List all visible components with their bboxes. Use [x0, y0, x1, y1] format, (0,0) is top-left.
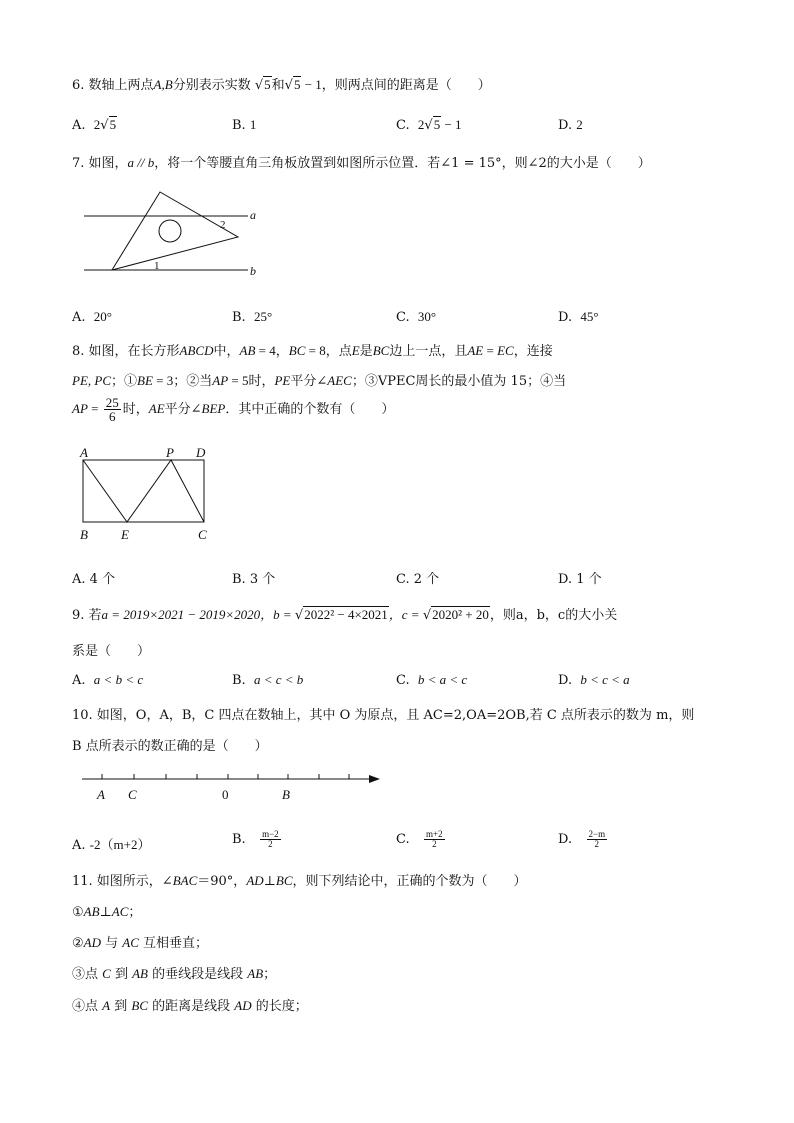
origin-label: 0 — [222, 787, 229, 802]
point-b-label: B — [282, 787, 290, 802]
sqrt-5: √5 — [254, 77, 271, 93]
q8-option-d[interactable]: D. 1 个 — [558, 572, 602, 587]
q9-option-d[interactable]: D. b < c < a — [558, 672, 630, 688]
parallel-lines: a // b — [127, 155, 155, 170]
q6-text: 6. 数轴上两点 — [72, 78, 154, 93]
q7-option-d[interactable]: D. 45° — [558, 309, 599, 325]
question-10-line2: B 点所表示的数正确的是（ ） — [72, 739, 268, 754]
q11-statement-4: ④点 A 到 BC 的距离是线段 AD 的长度； — [72, 998, 308, 1014]
q6-option-d[interactable]: D. 2 — [558, 117, 583, 133]
point-a-label: A — [97, 787, 105, 802]
q7-option-a[interactable]: A. 20° — [72, 309, 112, 325]
q6-option-a[interactable]: A. 2√5 — [72, 117, 117, 133]
q11-statement-3: ③点 C 到 AB 的垂线段是线段 AB； — [72, 966, 277, 982]
segments-ae-ep-pc — [83, 460, 204, 522]
point-e-label: E — [121, 527, 129, 542]
rectangle-abcd — [83, 460, 204, 522]
q10-option-a[interactable]: A. -2（m+2） — [72, 837, 151, 853]
axis-arrow — [369, 775, 380, 783]
question-8-line2: PE, PC；①BE = 3；②当AP = 5时，PE平分∠AEC；③VPEC周长的最小值为 15；④当 — [72, 373, 567, 389]
vertex-c-label: C — [198, 527, 207, 542]
q10-option-b[interactable]: B. $\frac{m-2}{2}$ — [232, 829, 279, 849]
q11-statement-2: ②AD 与 AC 互相垂直； — [72, 935, 209, 951]
q6-text: ，则两点间的距离是（ ） — [321, 78, 491, 93]
q7-option-c[interactable]: C. 30° — [396, 309, 437, 325]
vertex-d-label: D — [196, 445, 206, 460]
angle-2-label: 2 — [220, 219, 226, 231]
question-9-stem: 9. 若a = 2019×2021 − 2019×2020，b = √2022² − 4×2021，c = √2020² + 20，则a，b，c的大小关 — [72, 607, 618, 623]
q6-option-c[interactable]: C. 2√5 − 1 — [396, 117, 462, 133]
q8-option-a[interactable]: A. 4 个 — [72, 572, 116, 587]
question-9-line2: 系是（ ） — [72, 644, 151, 659]
q11-statement-1: ①AB⊥AC； — [72, 904, 142, 920]
vertex-b-label: B — [80, 527, 88, 542]
q7-figure — [78, 186, 278, 278]
angle-1-label: 1 — [154, 260, 160, 272]
q10-option-d[interactable]: D. $\frac{2-m}{2}$ — [558, 829, 606, 849]
axis-ticks — [102, 774, 349, 779]
triangle-ruler — [112, 192, 238, 270]
sqrt-5-minus-1: √5 — [284, 77, 301, 93]
label-b: b — [250, 264, 256, 278]
question-7-stem: 7. 如图，a // b，将一个等腰直角三角板放置到如图所示位置．若∠1 = 15°，则∠2的大小是（ ） — [72, 155, 651, 171]
q8-option-c[interactable]: C. 2 个 — [396, 572, 440, 587]
q10-number-line — [78, 768, 388, 804]
q6-points: A,B — [153, 77, 173, 92]
q10-option-c[interactable]: C. $\frac{m+2}{2}$ — [396, 829, 443, 849]
q9-option-a[interactable]: A. a < b < c — [72, 672, 144, 688]
q9-option-b[interactable]: B. a < c < b — [232, 672, 304, 688]
point-c-label: C — [128, 787, 137, 802]
q6-option-b[interactable]: B. 1 — [232, 117, 257, 133]
question-10-line1: 10. 如图，O，A，B，C 四点在数轴上，其中 O 为原点，且 AC=2,OA=2OB,若 C 点所表示的数为 m，则 — [72, 708, 695, 723]
question-8-line1: 8. 如图，在长方形ABCD中，AB = 4，BC = 8，点E是BC边上一点，且AE = EC，连接 — [72, 343, 553, 359]
q6-text: 分别表示实数 — [172, 78, 251, 93]
point-p-label: P — [166, 445, 174, 460]
q7-option-b[interactable]: B. 25° — [232, 309, 273, 325]
fraction-25-6: $\frac{25}{6}$ — [105, 395, 119, 424]
label-a: a — [250, 208, 256, 222]
ruler-hole — [159, 220, 181, 242]
q6-text: 和 — [271, 78, 285, 93]
q9-option-c[interactable]: C. b < a < c — [396, 672, 468, 688]
question-6-stem: 6. 数轴上两点A,B分别表示实数 √5和√5 − 1，则两点间的距离是（ ） — [72, 77, 491, 93]
question-8-line3: AP = $\frac{25}{6}$ 时，AE平分∠BEP．其中正确的个数有（ ） — [72, 395, 395, 424]
question-11-stem: 11. 如图所示，∠BAC＝90°，AD⊥BC，则下列结论中，正确的个数为（ ） — [72, 873, 527, 889]
vertex-a-label: A — [80, 445, 88, 460]
q8-figure — [74, 444, 224, 548]
q8-option-b[interactable]: B. 3 个 — [232, 572, 276, 587]
